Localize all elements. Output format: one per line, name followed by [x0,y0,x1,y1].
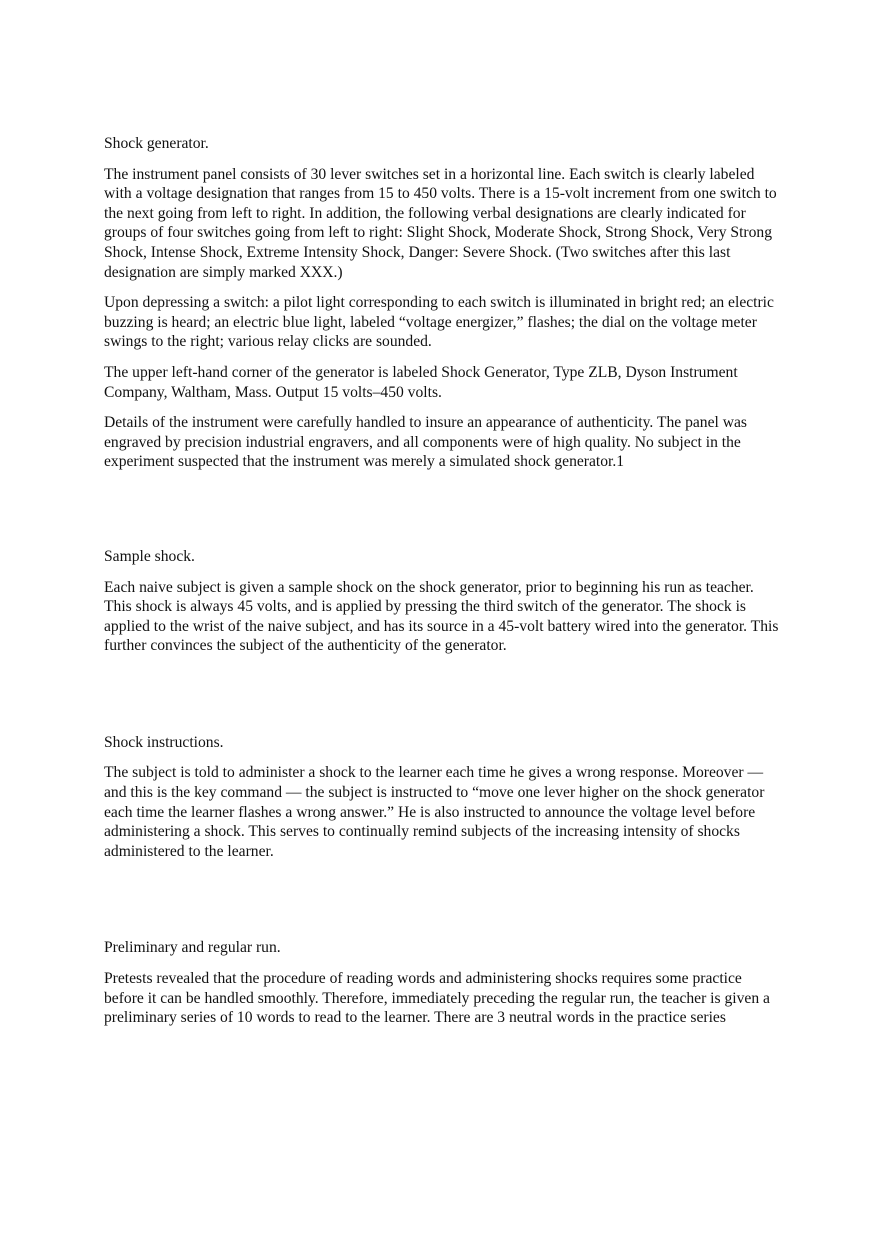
paragraph-shock-generator-label: The upper left-hand corner of the generator is labeled Shock Generator, Type ZLB, Dyson Instrument Company, Waltham, Mass. Output 15 volts–450 volts. [104,363,738,401]
document-page [104,134,780,1039]
section-heading-shock-instructions: Shock instructions. [104,733,224,751]
paragraph-sample-shock: Each naive subject is given a sample shock on the shock generator, prior to beginning his run as teacher. This shock is always 45 volts, and is applied by pressing the third switch of the generator. The shock is applied to the wrist of the naive subject, and has its source in a 45-volt battery wired into the generator. This further convinces the subject of the authenticity of the generator. [104,578,779,655]
section-spacer [104,872,780,938]
paragraph-shock-generator-authenticity: Details of the instrument were carefully handled to insure an appearance of authenticity. The panel was engraved by precision industrial engravers, and all components were of high quality. No subject in the experiment suspected that the instrument was merely a simulated shock generator.1 [104,414,747,471]
section-heading-preliminary-run: Preliminary and regular run. [104,939,281,957]
section-spacer [104,483,780,547]
paragraph-shock-generator-switch: Upon depressing a switch: a pilot light corresponding to each switch is illuminated in bright red; an electric buzzing is heard; an electric blue light, labeled “voltage energizer,” flashes; the dial on the voltage meter swings to the right; various relay clicks are sounded. [104,294,774,351]
section-heading-shock-generator: Shock generator. [104,135,209,152]
section-heading-sample-shock: Sample shock. [104,547,195,565]
section-spacer [104,667,780,733]
paragraph-shock-instructions: The subject is told to administer a shock to the learner each time he gives a wrong response. Moreover — and this is the key command — the subject is instructed to “move one lever higher on the shock generator each time the learner flashes a wrong answer.” He is also instructed to announce the voltage level before administering a shock. This serves to continually remind subjects of the increasing intensity of shocks administered to the learner. [104,764,765,860]
paragraph-shock-generator-panel: The instrument panel consists of 30 lever switches set in a horizontal line. Each switch is clearly labeled with a voltage designation that ranges from 15 to 450 volts. There is a 15-volt increment from one switch to the next going from left to right. In addition, the following verbal designations are clearly indicated for groups of four switches going from left to right: Slight Shock, Moderate Shock, Strong Shock, Very Strong Shock, Intense Shock, Extreme Intensity Shock, Danger: Severe Shock. (Two switches after this last designation are simply marked XXX.) [104,165,777,281]
paragraph-preliminary-run: Pretests revealed that the procedure of reading words and administering shocks requires some practice before it can be handled smoothly. Therefore, immediately preceding the regular run, the teacher is given a preliminary series of 10 words to read to the learner. There are 3 neutral words in the practice series [104,970,770,1027]
